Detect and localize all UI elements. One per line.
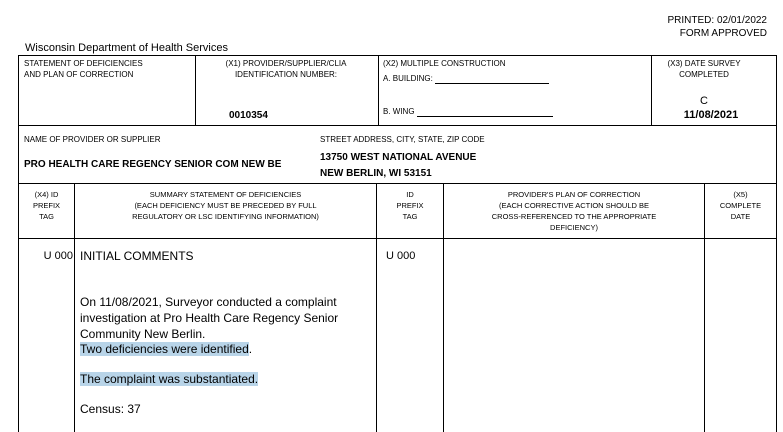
- address-line-1: 13750 WEST NATIONAL AVENUE: [320, 152, 477, 163]
- entry-title: INITIAL COMMENTS: [80, 249, 194, 263]
- col-header-id: ID PREFIX TAG: [396, 190, 424, 221]
- highlight-1-tail: .: [248, 342, 253, 356]
- highlight-substantiated: The complaint was substantiated.: [80, 372, 259, 386]
- printed-date: PRINTED: 02/01/2022: [667, 15, 767, 26]
- wing-blank: [417, 107, 553, 117]
- entry-highlight-1-row: [80, 341, 252, 357]
- wing-label: B. WING: [383, 107, 415, 116]
- provider-name-value: PRO HEALTH CARE REGENCY SENIOR COM NEW BE: [24, 159, 282, 170]
- x1-value: 0010354: [229, 110, 268, 121]
- x1-label: (X1) PROVIDER/SUPPLIER/CLIA IDENTIFICATION NUMBER:: [225, 59, 347, 79]
- frame-divider-1: [18, 125, 776, 126]
- print-header: [567, 14, 767, 40]
- wing-row: [383, 106, 553, 117]
- entry-id-tag: U 000: [386, 250, 416, 262]
- frame-left: [18, 55, 19, 432]
- building-label: A. BUILDING:: [383, 74, 433, 83]
- frame-divider-2: [18, 183, 776, 184]
- x3-code: C: [700, 95, 708, 107]
- address-line-2: NEW BERLIN, WI 53151: [320, 168, 432, 179]
- building-blank: [435, 74, 549, 84]
- frame-divider-3: [18, 238, 776, 239]
- col-header-summary: SUMMARY STATEMENT OF DEFICIENCIES (EACH DEFICIENCY MUST BE PRECEDED BY FULL REGULATORY OR LSC IDENTIFYING INFORMATION): [132, 190, 319, 221]
- col-header-x4: (X4) ID PREFIX TAG: [32, 190, 61, 221]
- entry-census: Census: 37: [80, 402, 141, 416]
- highlight-deficiencies: Two deficiencies were identified: [80, 342, 249, 356]
- statement-label: STATEMENT OF DEFICIENCIES AND PLAN OF CORRECTION: [24, 59, 143, 79]
- frame-top: [18, 55, 776, 56]
- entry-paragraph: On 11/08/2021, Surveyor conducted a complaint investigation at Pro Health Care Regency Senior Community New Berlin.: [80, 295, 339, 341]
- entry-tag: U 000: [43, 250, 73, 262]
- col-header-x5: (X5) COMPLETE DATE: [719, 190, 762, 221]
- divider-x2: [378, 55, 379, 125]
- frame-right: [776, 55, 777, 432]
- building-row: [383, 73, 549, 84]
- x3-label: (X3) DATE SURVEY COMPLETED: [667, 59, 741, 79]
- agency-name: Wisconsin Department of Health Services: [25, 42, 228, 54]
- col-header-plan: PROVIDER'S PLAN OF CORRECTION (EACH CORRECTIVE ACTION SHOULD BE CROSS-REFERENCED TO THE APPROPRIATE DEFICIENCY): [491, 190, 657, 232]
- provider-name-label: NAME OF PROVIDER OR SUPPLIER: [24, 135, 161, 144]
- form-status: FORM APPROVED: [679, 28, 767, 39]
- address-label: STREET ADDRESS, CITY, STATE, ZIP CODE: [320, 135, 485, 144]
- x2-label: (X2) MULTIPLE CONSTRUCTION: [383, 59, 506, 68]
- entry-highlight-2-row: [80, 371, 258, 387]
- x3-date: 11/08/2021: [683, 109, 739, 121]
